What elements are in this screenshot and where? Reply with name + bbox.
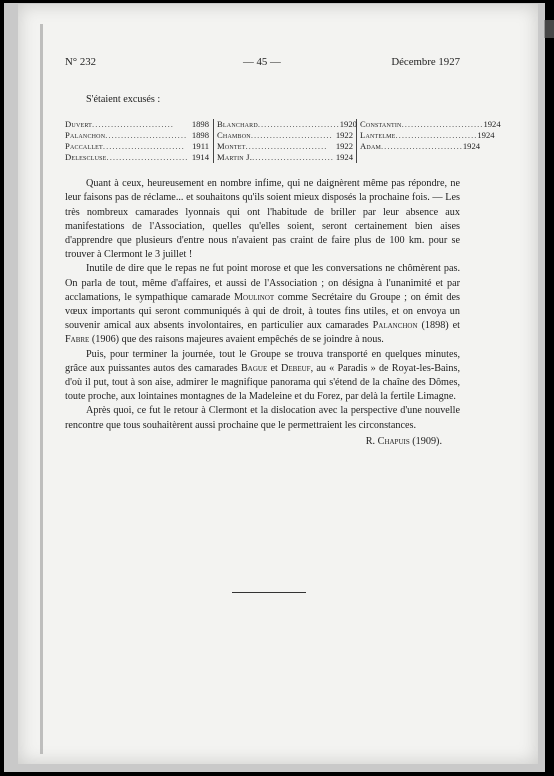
name-row: Paccallet .......................... 1911 (65, 141, 209, 152)
name-row: Blanchard .......................... 1920 (217, 119, 357, 130)
paragraph-3: Puis, pour terminer la journée, tout le Groupe se trouva transporté en quelques minutes, grâce aux puissantes autos des camarades Bague et Debeuf, au « Paradis » de Royat-les-Bains, d'où il put, tout à son aise, admirer le magnifique panorama qui s'étend de la chaîne des Dômes, toute proche, aux lointaines montagnes de la Madeleine et du Forez, par delà la fertile Limagne. (65, 348, 460, 403)
name-row: Delescluse .......................... 1914 (65, 152, 209, 163)
page-number: — 45 — (243, 56, 281, 68)
person-name: Bague (241, 362, 268, 374)
paragraph-4: Après quoi, ce fut le retour à Clermont et la dislocation avec la perspective d'une nouvelle rencontre que tous souhaitèrent aussi prochaine que le permettraient les circonstances. (65, 405, 460, 431)
name-row: Martin J. .......................... 1924 (217, 152, 353, 163)
issue-number: N° 232 (65, 56, 97, 68)
signature: R. Chapuis (1909). (365, 435, 442, 447)
names-column-1 (65, 119, 214, 163)
person-name: Fabre (65, 334, 90, 346)
paragraph-1: Quant à ceux, heureusement en nombre infime, qui ne daignèrent même pas répondre, ne leur faisons pas de réclame... et souhaitons qu'ils soient mieux disposés la prochaine fois. — Les très nombreux camarades lyonnais qui ont l'habitude de briller par leur absence aux manifestations de l'Association, quelles qu'elles soient, seront certainement bien aises d'apprendre que plusieurs d'entre nous n'avaient pas craint de faire plus de 100 km. pour se trouver à Clermont le 3 juillet ! (65, 178, 460, 261)
name-row: Chambon .......................... 1922 (217, 130, 353, 141)
person-name: Palanchon (372, 320, 418, 332)
name-row: Duvert .......................... 1898 (65, 119, 209, 130)
paragraph-2: Inutile de dire que le repas ne fut point morose et que les conversations ne chômèrent pas. On parla de tout, même d'affaires, et aussi de l'Association ; on désigna à l'unanimité et par acclamations, le sympathique camarade Moulinot comme Secrétaire du Groupe ; on émit des vœux importants qui seront communiqués à qui de droit, à toutes fins utiles, et on envoya un souvenir amical aux absents involontaires, en particulier aux camarades Palanchon (1898) et Fabre (1906) que des raisons majeures avaient empêchés de se joindre à nous. (65, 263, 461, 346)
excused-names-table (65, 119, 501, 163)
body-text (65, 177, 460, 449)
person-name: Moulinot (234, 291, 275, 303)
page-header (65, 55, 460, 71)
names-column-2 (214, 119, 357, 163)
name-row: Lantelme .......................... 1924 (360, 130, 495, 141)
issue-date: Décembre 1927 (391, 56, 460, 68)
name-row: Montet .......................... 1922 (217, 141, 353, 152)
names-column-3 (357, 119, 501, 163)
page-content (65, 55, 501, 449)
name-row: Palanchon .......................... 1898 (65, 130, 209, 141)
end-rule (232, 592, 306, 593)
excused-heading: S'étaient excusés : (86, 94, 161, 105)
name-row: Adam .......................... 1924 (360, 141, 481, 152)
signature-name: Chapuis (377, 435, 410, 447)
name-row: Constantin .......................... 1924 (360, 119, 501, 130)
person-name: Debeuf (281, 362, 311, 374)
page-binding-shadow (40, 24, 43, 754)
scan-edge-mark (544, 20, 554, 38)
